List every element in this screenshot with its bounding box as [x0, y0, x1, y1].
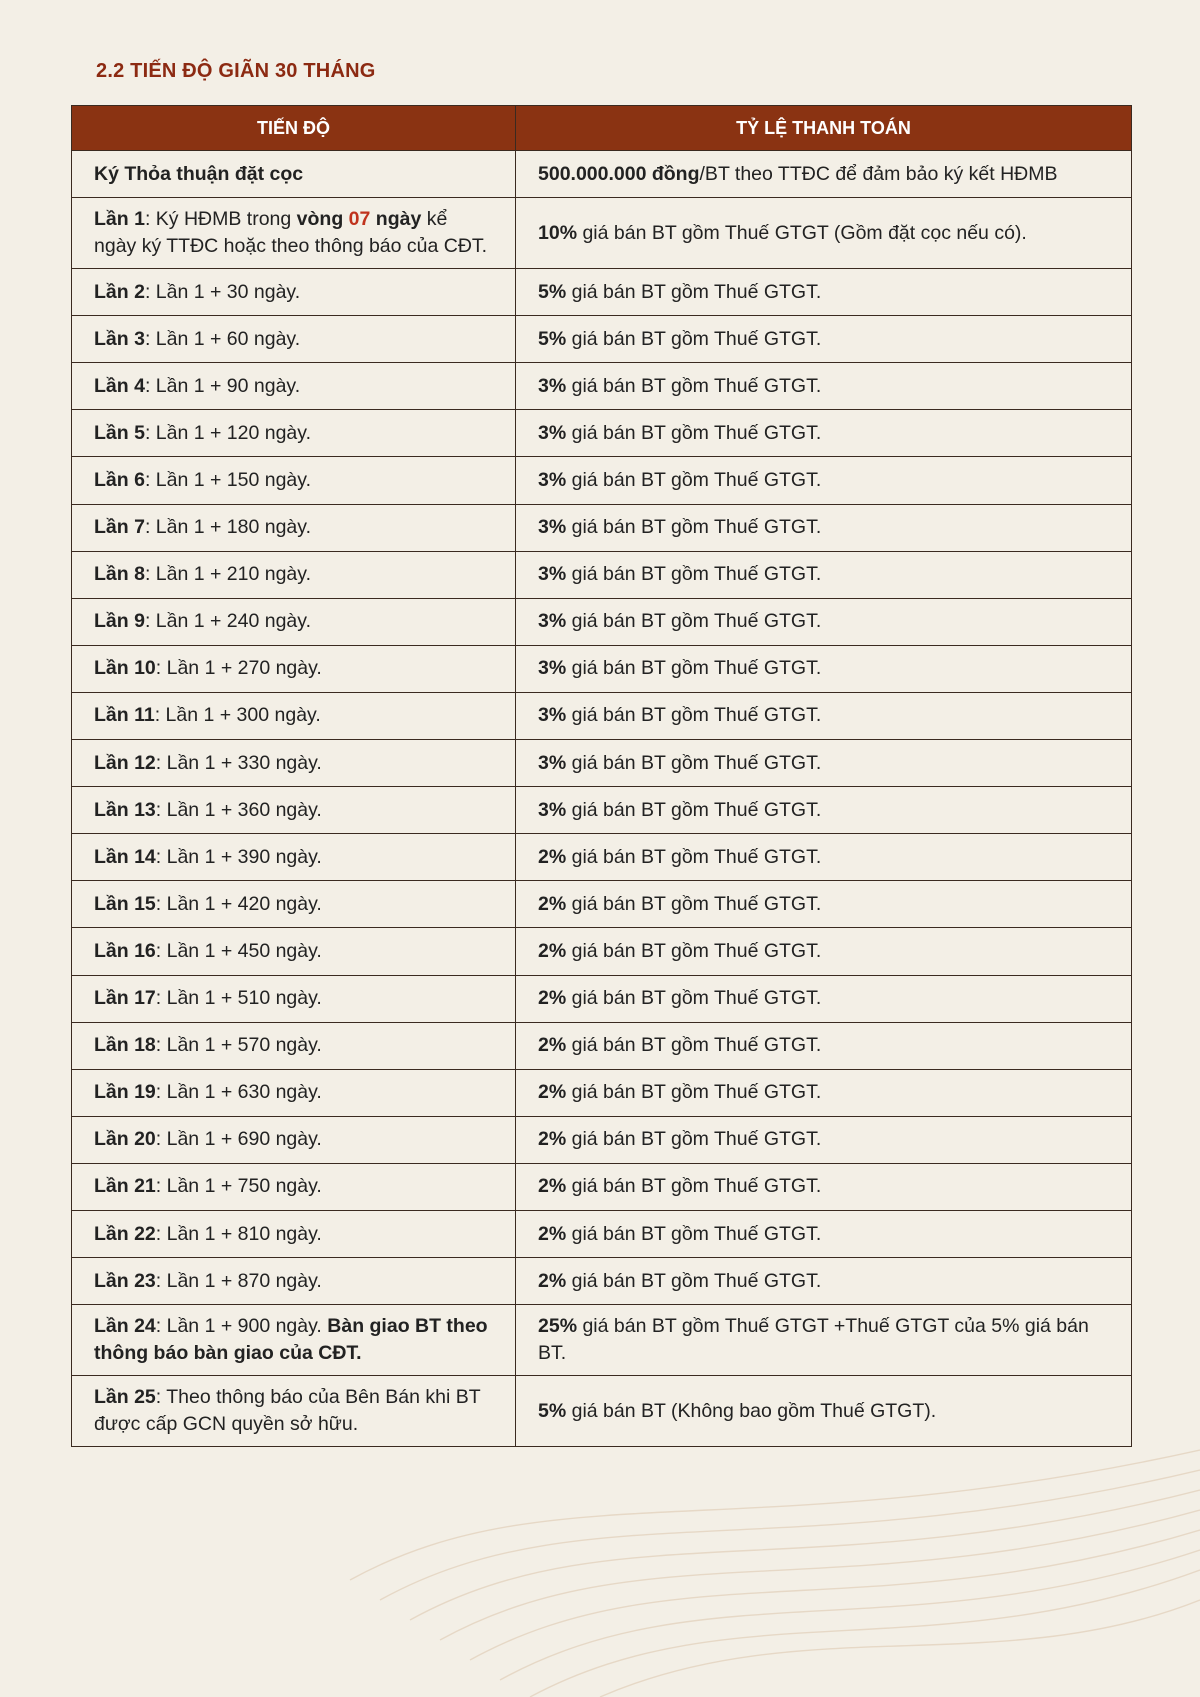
row-rate-text: giá bán BT gồm Thuế GTGT. [566, 1081, 822, 1104]
row-percent: 2% [538, 1175, 567, 1198]
progress-cell [72, 269, 516, 316]
row-text: : Lần 1 + 570 ngày. [155, 1034, 322, 1057]
row-text: : Lần 1 + 90 ngày. [144, 374, 301, 397]
row-rate-text: giá bán BT gồm Thuế GTGT (Gồm đặt cọc nếu có). [577, 221, 1027, 244]
rate-cell [516, 1069, 1132, 1116]
row-text: : Lần 1 + 390 ngày. [155, 845, 322, 868]
row-percent: 3% [538, 421, 567, 444]
row-rate-text: giá bán BT gồm Thuế GTGT. [566, 1128, 822, 1151]
progress-cell [72, 787, 516, 834]
rate-cell [516, 1022, 1132, 1069]
row-text: : Lần 1 + 60 ngày. [144, 327, 301, 350]
row-percent: 25% [538, 1315, 578, 1338]
rate-cell [516, 1163, 1132, 1210]
table-row [72, 457, 1132, 504]
table-row [72, 645, 1132, 692]
rate-cell [516, 645, 1132, 692]
deposit-label: Ký Thỏa thuận đặt cọc [94, 162, 304, 185]
rate-cell [516, 975, 1132, 1022]
row-rate-text: giá bán BT gồm Thuế GTGT. [566, 1034, 822, 1057]
row-text: : Lần 1 + 240 ngày. [144, 610, 312, 633]
row-text: : Lần 1 + 450 ngày. [155, 939, 322, 962]
row-percent: 3% [538, 610, 567, 633]
header-payment-rate: TỶ LỆ THANH TOÁN [516, 106, 1132, 151]
payment-schedule-table [71, 105, 1132, 1447]
rate-cell [516, 834, 1132, 881]
table-row [72, 504, 1132, 551]
row-label: Lần 10 [94, 657, 156, 680]
row-text: : Ký HĐMB trong [144, 208, 297, 231]
table-row [72, 787, 1132, 834]
table-row [72, 834, 1132, 881]
progress-cell [72, 881, 516, 928]
deposit-amount: 500.000.000 đồng [538, 162, 700, 185]
row-label: Lần 13 [94, 798, 156, 821]
table-row [72, 692, 1132, 739]
rate-cell [516, 928, 1132, 975]
table-row-24 [72, 1305, 1132, 1376]
row-percent: 2% [538, 1222, 567, 1245]
row-label: Lần 4 [94, 374, 145, 397]
row-text: : Lần 1 + 420 ngày. [155, 892, 322, 915]
table-row [72, 551, 1132, 598]
table-row [72, 410, 1132, 457]
table-row-25 [72, 1376, 1132, 1447]
header-progress: TIẾN ĐỘ [72, 106, 516, 151]
row-label: Lần 24 [94, 1315, 156, 1338]
progress-cell [72, 928, 516, 975]
progress-cell [72, 457, 516, 504]
row-percent: 10% [538, 221, 578, 244]
progress-cell [72, 316, 516, 363]
row-label: Lần 12 [94, 751, 156, 774]
rate-cell [516, 269, 1132, 316]
progress-cell [72, 692, 516, 739]
progress-cell [72, 1022, 516, 1069]
row-rate-text: giá bán BT gồm Thuế GTGT. [566, 798, 822, 821]
row-text: : Lần 1 + 900 ngày. [155, 1315, 328, 1338]
progress-cell [72, 363, 516, 410]
row-percent: 2% [538, 1128, 567, 1151]
row-rate-text: giá bán BT gồm Thuế GTGT. [566, 280, 822, 303]
progress-cell [72, 645, 516, 692]
row-label: Lần 14 [94, 845, 156, 868]
row-label: Lần 22 [94, 1222, 156, 1245]
row-percent: 3% [538, 798, 567, 821]
row-percent: 2% [538, 892, 567, 915]
table-row [72, 975, 1132, 1022]
row-text: : Lần 1 + 750 ngày. [155, 1175, 322, 1198]
table-row [72, 1069, 1132, 1116]
row-label: Lần 19 [94, 1081, 156, 1104]
row-rate-text: giá bán BT (Không bao gồm Thuế GTGT). [566, 1399, 937, 1422]
table-row [72, 1210, 1132, 1257]
rate-cell [516, 1258, 1132, 1305]
row-label: Lần 11 [94, 704, 155, 727]
table-row-1 [72, 198, 1132, 269]
row-text: : Lần 1 + 870 ngày. [155, 1269, 322, 1292]
row-bold: ngày [370, 208, 422, 231]
progress-cell [72, 410, 516, 457]
progress-cell [72, 151, 516, 198]
row-rate-text: giá bán BT gồm Thuế GTGT. [566, 516, 822, 539]
rate-cell [516, 740, 1132, 787]
row-bold: vòng [296, 208, 349, 231]
row-rate-text: giá bán BT gồm Thuế GTGT. [566, 987, 822, 1010]
row-label: Lần 3 [94, 327, 145, 350]
deposit-rest: /BT theo TTĐC để đảm bảo ký kết HĐMB [699, 162, 1058, 185]
row-percent: 3% [538, 374, 567, 397]
row-label: Lần 1 [94, 208, 145, 231]
row-rate-text: giá bán BT gồm Thuế GTGT. [566, 845, 822, 868]
row-rate-text: giá bán BT gồm Thuế GTGT. [566, 374, 822, 397]
row-percent: 3% [538, 563, 567, 586]
row-text: : Lần 1 + 630 ngày. [155, 1081, 322, 1104]
row-text: : Lần 1 + 300 ngày. [154, 704, 321, 727]
row-percent: 2% [538, 845, 567, 868]
progress-cell [72, 551, 516, 598]
row-label: Lần 25 [94, 1386, 156, 1409]
row-rate-text: giá bán BT gồm Thuế GTGT. [566, 421, 822, 444]
rate-cell [516, 1305, 1132, 1376]
row-bold: Bàn giao BT theo thông báo bàn giao của CĐT. [94, 1315, 488, 1365]
row-label: Lần 20 [94, 1128, 156, 1151]
row-label: Lần 8 [94, 563, 145, 586]
rate-cell [516, 1376, 1132, 1447]
row-percent: 5% [538, 327, 567, 350]
table-row [72, 598, 1132, 645]
progress-cell [72, 1116, 516, 1163]
progress-cell [72, 740, 516, 787]
row-rate-text: giá bán BT gồm Thuế GTGT. [566, 1269, 822, 1292]
row-percent: 3% [538, 657, 567, 680]
table-row [72, 881, 1132, 928]
row-text: kể ngày ký TTĐC hoặc theo thông báo của CĐT. [94, 208, 488, 258]
row-percent: 3% [538, 516, 567, 539]
row-percent: 2% [538, 987, 567, 1010]
table-row [72, 316, 1132, 363]
row-percent: 2% [538, 1081, 567, 1104]
row-rate-text: giá bán BT gồm Thuế GTGT. [566, 892, 822, 915]
table-row [72, 269, 1132, 316]
row-text: : Lần 1 + 30 ngày. [144, 280, 301, 303]
row-label: Lần 18 [94, 1034, 156, 1057]
rate-cell [516, 598, 1132, 645]
progress-cell [72, 1163, 516, 1210]
rate-cell [516, 316, 1132, 363]
decorative-waves [0, 1430, 1200, 1697]
row-text: : Lần 1 + 180 ngày. [144, 516, 312, 539]
rate-cell [516, 1210, 1132, 1257]
row-text: : Lần 1 + 270 ngày. [155, 657, 322, 680]
rate-cell [516, 457, 1132, 504]
row-text: : Lần 1 + 120 ngày. [144, 421, 312, 444]
row-label: Lần 15 [94, 892, 156, 915]
row-label: Lần 16 [94, 939, 156, 962]
table-row [72, 1163, 1132, 1210]
progress-cell [72, 975, 516, 1022]
row-percent: 3% [538, 751, 567, 774]
rate-cell [516, 410, 1132, 457]
row-text: : Theo thông báo của Bên Bán khi BT được cấp GCN quyền sở hữu. [94, 1386, 481, 1436]
row-label: Lần 5 [94, 421, 145, 444]
row-label: Lần 9 [94, 610, 145, 633]
row-rate-text: giá bán BT gồm Thuế GTGT. [566, 1175, 822, 1198]
row-label: Lần 17 [94, 987, 156, 1010]
progress-cell [72, 598, 516, 645]
row-highlight: 07 [348, 208, 371, 231]
row-rate-text: giá bán BT gồm Thuế GTGT. [566, 469, 822, 492]
row-percent: 5% [538, 280, 567, 303]
table-row-deposit [72, 151, 1132, 198]
row-rate-text: giá bán BT gồm Thuế GTGT +Thuế GTGT của 5% giá bán BT. [538, 1315, 1089, 1365]
table-row [72, 928, 1132, 975]
row-text: : Lần 1 + 210 ngày. [144, 563, 312, 586]
row-label: Lần 21 [94, 1175, 156, 1198]
row-rate-text: giá bán BT gồm Thuế GTGT. [566, 610, 822, 633]
rate-cell [516, 151, 1132, 198]
row-rate-text: giá bán BT gồm Thuế GTGT. [566, 1222, 822, 1245]
row-text: : Lần 1 + 510 ngày. [155, 987, 322, 1010]
progress-cell [72, 198, 516, 269]
progress-cell [72, 504, 516, 551]
row-text: : Lần 1 + 360 ngày. [155, 798, 322, 821]
row-rate-text: giá bán BT gồm Thuế GTGT. [566, 751, 822, 774]
table-header-row [72, 106, 1132, 151]
row-rate-text: giá bán BT gồm Thuế GTGT. [566, 939, 822, 962]
row-text: : Lần 1 + 150 ngày. [144, 469, 312, 492]
row-text: : Lần 1 + 690 ngày. [155, 1128, 322, 1151]
rate-cell [516, 1116, 1132, 1163]
progress-cell [72, 1376, 516, 1447]
progress-cell [72, 1210, 516, 1257]
rate-cell [516, 787, 1132, 834]
rate-cell [516, 363, 1132, 410]
table-row [72, 1022, 1132, 1069]
row-text: : Lần 1 + 810 ngày. [155, 1222, 322, 1245]
table-row [72, 1116, 1132, 1163]
table-row [72, 363, 1132, 410]
row-rate-text: giá bán BT gồm Thuế GTGT. [566, 657, 822, 680]
rate-cell [516, 881, 1132, 928]
row-label: Lần 6 [94, 469, 145, 492]
row-label: Lần 2 [94, 280, 145, 303]
row-percent: 3% [538, 704, 567, 727]
rate-cell [516, 692, 1132, 739]
table-row [72, 1258, 1132, 1305]
row-percent: 3% [538, 469, 567, 492]
row-label: Lần 7 [94, 516, 145, 539]
section-title: 2.2 TIẾN ĐỘ GIÃN 30 THÁNG [96, 60, 376, 82]
row-percent: 2% [538, 1034, 567, 1057]
row-rate-text: giá bán BT gồm Thuế GTGT. [566, 327, 822, 350]
progress-cell [72, 1305, 516, 1376]
row-text: : Lần 1 + 330 ngày. [155, 751, 322, 774]
row-rate-text: giá bán BT gồm Thuế GTGT. [566, 704, 822, 727]
progress-cell [72, 834, 516, 881]
row-rate-text: giá bán BT gồm Thuế GTGT. [566, 563, 822, 586]
row-percent: 5% [538, 1399, 567, 1422]
row-percent: 2% [538, 939, 567, 962]
rate-cell [516, 504, 1132, 551]
progress-cell [72, 1069, 516, 1116]
row-percent: 2% [538, 1269, 567, 1292]
progress-cell [72, 1258, 516, 1305]
rate-cell [516, 198, 1132, 269]
table-row [72, 740, 1132, 787]
rate-cell [516, 551, 1132, 598]
row-label: Lần 23 [94, 1269, 156, 1292]
